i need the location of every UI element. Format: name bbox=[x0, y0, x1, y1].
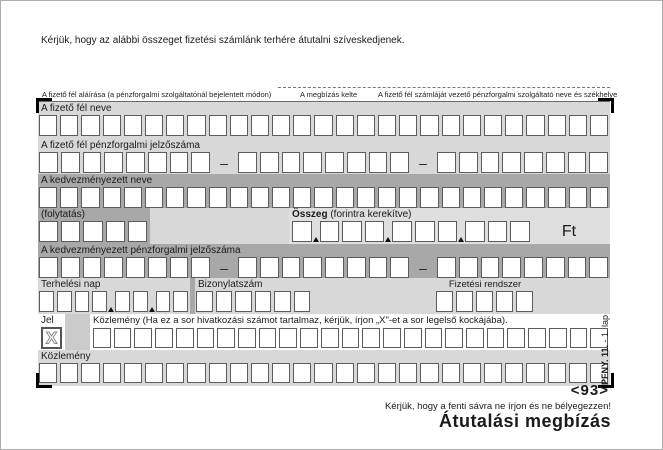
char-box[interactable] bbox=[238, 257, 257, 278]
payment-system-label: Fizetési rendszer bbox=[448, 279, 522, 290]
char-box[interactable] bbox=[420, 187, 438, 208]
char-box[interactable] bbox=[390, 257, 409, 278]
payer-account-label: A fizető fél pénzforgalmi jelzőszáma bbox=[41, 140, 200, 151]
beneficiary-name-boxes bbox=[38, 187, 610, 208]
amount-boxes bbox=[292, 221, 530, 242]
footer-note: Kérjük, hogy a fenti sávra ne írjon és ne bélyegezzen! bbox=[384, 401, 611, 412]
char-box[interactable] bbox=[502, 152, 521, 173]
char-box[interactable] bbox=[187, 187, 205, 208]
char-box[interactable] bbox=[502, 257, 521, 278]
char-box[interactable] bbox=[484, 363, 502, 383]
continuation-boxes bbox=[38, 221, 150, 242]
payer-account-group-3 bbox=[437, 152, 608, 173]
char-box[interactable] bbox=[293, 363, 311, 383]
char-box[interactable] bbox=[342, 328, 360, 348]
char-box[interactable] bbox=[590, 115, 608, 136]
char-box[interactable] bbox=[81, 187, 99, 208]
char-box[interactable] bbox=[378, 187, 396, 208]
char-box[interactable] bbox=[437, 257, 456, 278]
char-box[interactable] bbox=[293, 115, 311, 136]
char-box[interactable] bbox=[39, 221, 58, 242]
char-box[interactable] bbox=[259, 328, 277, 348]
beneficiary-account-group-3 bbox=[437, 257, 608, 278]
char-box[interactable] bbox=[128, 221, 147, 242]
char-box[interactable] bbox=[272, 115, 290, 136]
payer-bank-label: A fizető fél számláját vezető pénzforgalmi szolgáltató neve és székhelye bbox=[378, 90, 618, 99]
beneficiary-account-boxes bbox=[38, 257, 610, 278]
currency-label: Ft bbox=[561, 223, 577, 240]
char-box[interactable] bbox=[456, 291, 473, 312]
char-box[interactable] bbox=[420, 115, 438, 136]
signature-dashed-line bbox=[278, 87, 610, 88]
char-box[interactable] bbox=[526, 363, 544, 383]
form-sheet-number: - 1. lap bbox=[600, 314, 610, 345]
char-box[interactable] bbox=[279, 328, 297, 348]
char-box[interactable] bbox=[392, 221, 412, 242]
char-box[interactable] bbox=[487, 328, 505, 348]
char-box[interactable] bbox=[230, 363, 248, 383]
char-box[interactable] bbox=[292, 221, 312, 242]
beneficiary-account-row bbox=[38, 244, 610, 278]
char-box[interactable] bbox=[75, 291, 90, 312]
transfer-form bbox=[38, 101, 610, 386]
remittance-boxes bbox=[38, 363, 610, 383]
debit-day-month bbox=[115, 291, 148, 312]
form-title: Átutalási megbízás bbox=[438, 411, 611, 431]
char-box[interactable] bbox=[282, 257, 301, 278]
amount-group-3 bbox=[392, 221, 457, 242]
char-box[interactable] bbox=[145, 187, 163, 208]
beneficiary-account-label: A kedvezményezett pénzforgalmi jelzőszáma bbox=[41, 245, 241, 256]
char-box[interactable] bbox=[104, 257, 123, 278]
char-box[interactable] bbox=[124, 115, 142, 136]
char-box[interactable] bbox=[524, 152, 543, 173]
char-box[interactable] bbox=[282, 152, 301, 173]
char-box[interactable] bbox=[126, 257, 145, 278]
voucher-number-label: Bizonylatszám bbox=[198, 279, 263, 290]
char-box[interactable] bbox=[83, 221, 102, 242]
char-box[interactable] bbox=[466, 328, 484, 348]
char-box[interactable] bbox=[524, 257, 543, 278]
signature-area-label: A fizető fél aláírása (a pénzforgalmi szolgáltatónál bejelentett módon) bbox=[42, 90, 272, 99]
char-box[interactable] bbox=[569, 115, 587, 136]
remittance-hint-section bbox=[90, 314, 610, 350]
char-box[interactable] bbox=[369, 152, 388, 173]
char-box[interactable] bbox=[569, 363, 587, 383]
row-filler bbox=[312, 278, 435, 314]
continuation-section bbox=[38, 208, 150, 244]
char-box[interactable] bbox=[92, 291, 107, 312]
char-box[interactable] bbox=[272, 363, 290, 383]
top-instruction: Kérjük, hogy az alábbi összeget fizetési számlánk terhére átutalni szíveskedjenek. bbox=[41, 35, 405, 46]
char-box[interactable] bbox=[124, 363, 142, 383]
char-box[interactable] bbox=[442, 363, 460, 383]
char-box[interactable] bbox=[156, 291, 171, 312]
char-box[interactable] bbox=[114, 328, 132, 348]
char-box[interactable] bbox=[134, 328, 152, 348]
char-box[interactable] bbox=[459, 257, 478, 278]
char-box[interactable] bbox=[357, 115, 375, 136]
char-box[interactable] bbox=[57, 291, 72, 312]
char-box[interactable] bbox=[438, 221, 458, 242]
payer-name-label: A fizető fél neve bbox=[41, 103, 112, 114]
char-box[interactable] bbox=[526, 115, 544, 136]
char-box[interactable] bbox=[191, 257, 210, 278]
char-box[interactable] bbox=[548, 363, 566, 383]
debit-day-year bbox=[39, 291, 107, 312]
char-box[interactable] bbox=[293, 187, 311, 208]
date-voucher-system-row bbox=[38, 278, 610, 314]
char-box[interactable] bbox=[103, 363, 121, 383]
crop-mark-top-right bbox=[598, 98, 614, 113]
debit-day-day bbox=[156, 291, 189, 312]
char-box[interactable] bbox=[145, 363, 163, 383]
beneficiary-name-label: A kedvezményezett neve bbox=[41, 175, 153, 186]
char-box[interactable] bbox=[548, 115, 566, 136]
form-number-vertical-label bbox=[600, 315, 610, 385]
amount-section bbox=[289, 208, 610, 244]
char-box[interactable] bbox=[445, 328, 463, 348]
char-box[interactable] bbox=[235, 291, 252, 312]
remittance-hint-boxes bbox=[93, 327, 610, 348]
char-box[interactable] bbox=[442, 115, 460, 136]
char-box[interactable] bbox=[347, 257, 366, 278]
payer-account-group-1 bbox=[39, 152, 210, 173]
char-box[interactable] bbox=[378, 363, 396, 383]
char-box[interactable] bbox=[568, 152, 587, 173]
date-separator-mark bbox=[109, 291, 113, 312]
char-box[interactable] bbox=[399, 363, 417, 383]
char-box[interactable] bbox=[425, 328, 443, 348]
char-box[interactable] bbox=[60, 363, 78, 383]
char-box[interactable] bbox=[148, 152, 167, 173]
debit-day-boxes bbox=[38, 291, 190, 312]
char-box[interactable] bbox=[251, 363, 269, 383]
char-box[interactable] bbox=[342, 221, 362, 242]
char-box[interactable] bbox=[209, 363, 227, 383]
char-box[interactable] bbox=[39, 257, 58, 278]
order-date-label: A megbízás kelte bbox=[300, 90, 358, 99]
char-box[interactable] bbox=[230, 187, 248, 208]
char-box[interactable] bbox=[191, 152, 210, 173]
crop-mark-top-left bbox=[36, 98, 52, 113]
char-box[interactable] bbox=[187, 115, 205, 136]
char-box[interactable] bbox=[106, 221, 125, 242]
flag-x-mark: X bbox=[45, 328, 58, 348]
char-box[interactable] bbox=[217, 328, 235, 348]
thousands-separator-mark bbox=[386, 221, 390, 242]
char-box[interactable] bbox=[238, 152, 257, 173]
char-box[interactable] bbox=[115, 291, 130, 312]
continuation-amount-row bbox=[38, 208, 610, 244]
continuation-label: (folytatás) bbox=[41, 209, 85, 220]
char-box[interactable] bbox=[590, 187, 608, 208]
char-box[interactable] bbox=[209, 187, 227, 208]
char-box[interactable] bbox=[294, 291, 311, 312]
char-box[interactable] bbox=[459, 152, 478, 173]
voucher-number-section bbox=[195, 278, 312, 314]
char-box[interactable] bbox=[126, 152, 145, 173]
payment-system-section bbox=[435, 278, 535, 314]
char-box[interactable] bbox=[104, 152, 123, 173]
char-box[interactable] bbox=[148, 257, 167, 278]
char-box[interactable] bbox=[255, 291, 272, 312]
char-box[interactable] bbox=[463, 187, 481, 208]
char-box[interactable] bbox=[507, 328, 525, 348]
char-box[interactable] bbox=[476, 291, 493, 312]
ocr-code: <93> bbox=[570, 382, 609, 399]
char-box[interactable] bbox=[399, 187, 417, 208]
char-box[interactable] bbox=[314, 187, 332, 208]
char-box[interactable] bbox=[303, 257, 322, 278]
char-box[interactable] bbox=[314, 363, 332, 383]
char-box[interactable] bbox=[481, 257, 500, 278]
flag-section bbox=[38, 314, 65, 350]
char-box[interactable] bbox=[216, 291, 233, 312]
char-box[interactable] bbox=[378, 115, 396, 136]
payer-account-group-2 bbox=[238, 152, 409, 173]
char-box[interactable] bbox=[209, 115, 227, 136]
char-box[interactable] bbox=[81, 363, 99, 383]
char-box[interactable] bbox=[83, 257, 102, 278]
char-box[interactable] bbox=[39, 187, 57, 208]
char-box[interactable] bbox=[83, 152, 102, 173]
char-box[interactable] bbox=[546, 152, 565, 173]
char-box[interactable] bbox=[61, 257, 80, 278]
char-box[interactable] bbox=[357, 363, 375, 383]
thousands-separator-mark bbox=[459, 221, 463, 242]
char-box[interactable] bbox=[436, 291, 453, 312]
char-box[interactable] bbox=[166, 363, 184, 383]
payment-system-boxes bbox=[435, 291, 535, 312]
char-box[interactable] bbox=[437, 152, 456, 173]
char-box[interactable] bbox=[251, 115, 269, 136]
char-box[interactable] bbox=[404, 328, 422, 348]
crop-mark-bottom-left bbox=[36, 373, 52, 388]
amount-label bbox=[289, 208, 610, 221]
row-filler bbox=[150, 208, 289, 244]
char-box[interactable] bbox=[546, 257, 565, 278]
char-box[interactable] bbox=[488, 221, 508, 242]
char-box[interactable] bbox=[420, 363, 438, 383]
debit-day-label: Terhelési nap bbox=[41, 279, 101, 290]
char-box[interactable] bbox=[347, 152, 366, 173]
char-box[interactable] bbox=[481, 152, 500, 173]
char-box[interactable] bbox=[336, 187, 354, 208]
char-box[interactable] bbox=[357, 187, 375, 208]
char-box[interactable] bbox=[505, 187, 523, 208]
char-box[interactable] bbox=[568, 257, 587, 278]
char-box[interactable] bbox=[251, 187, 269, 208]
char-box[interactable] bbox=[260, 257, 279, 278]
char-box[interactable] bbox=[336, 115, 354, 136]
char-box[interactable] bbox=[81, 115, 99, 136]
char-box[interactable] bbox=[173, 291, 188, 312]
char-box[interactable] bbox=[589, 152, 608, 173]
char-box[interactable] bbox=[463, 115, 481, 136]
char-box[interactable] bbox=[133, 291, 148, 312]
char-box[interactable] bbox=[570, 328, 588, 348]
char-box[interactable] bbox=[415, 221, 435, 242]
char-box[interactable] bbox=[260, 152, 279, 173]
char-box[interactable] bbox=[362, 328, 380, 348]
char-box[interactable] bbox=[187, 363, 205, 383]
char-box[interactable] bbox=[60, 115, 78, 136]
char-box[interactable] bbox=[103, 115, 121, 136]
char-box[interactable] bbox=[365, 221, 385, 242]
char-box[interactable] bbox=[463, 363, 481, 383]
char-box[interactable] bbox=[93, 328, 111, 348]
char-box[interactable] bbox=[60, 187, 78, 208]
beneficiary-account-group-1 bbox=[39, 257, 210, 278]
debit-day-section bbox=[38, 278, 190, 314]
amount-group-1 bbox=[292, 221, 312, 242]
char-box[interactable] bbox=[176, 328, 194, 348]
char-box[interactable] bbox=[39, 152, 58, 173]
char-box[interactable] bbox=[549, 328, 567, 348]
voucher-number-boxes bbox=[195, 291, 312, 312]
char-box[interactable] bbox=[155, 328, 173, 348]
char-box[interactable] bbox=[505, 115, 523, 136]
beneficiary-account-group-2 bbox=[238, 257, 409, 278]
char-box[interactable] bbox=[238, 328, 256, 348]
char-box[interactable] bbox=[303, 152, 322, 173]
char-box[interactable] bbox=[484, 115, 502, 136]
flag-x-box[interactable] bbox=[41, 327, 62, 349]
char-box[interactable] bbox=[528, 328, 546, 348]
char-box[interactable] bbox=[300, 328, 318, 348]
flag-filler-block bbox=[65, 314, 90, 350]
char-box[interactable] bbox=[399, 115, 417, 136]
char-box[interactable] bbox=[39, 291, 54, 312]
char-box[interactable] bbox=[320, 221, 340, 242]
char-box[interactable] bbox=[383, 328, 401, 348]
char-box[interactable] bbox=[569, 187, 587, 208]
payer-name-boxes bbox=[38, 115, 610, 136]
remittance-row bbox=[38, 350, 610, 386]
char-box[interactable] bbox=[314, 115, 332, 136]
form-number: PFNY. 11. bbox=[600, 344, 610, 385]
thousands-separator-mark bbox=[314, 221, 318, 242]
char-box[interactable] bbox=[230, 115, 248, 136]
date-separator-mark bbox=[150, 291, 154, 312]
flag-remittance-row bbox=[38, 314, 610, 350]
payer-name-row bbox=[38, 102, 610, 139]
amount-group-4 bbox=[465, 221, 530, 242]
char-box[interactable] bbox=[103, 187, 121, 208]
char-box[interactable] bbox=[170, 257, 189, 278]
char-box[interactable] bbox=[390, 152, 409, 173]
char-box[interactable] bbox=[442, 187, 460, 208]
account-dash: – bbox=[220, 154, 228, 171]
char-box[interactable] bbox=[465, 221, 485, 242]
char-box[interactable] bbox=[484, 187, 502, 208]
remittance-label: Közlemény bbox=[41, 351, 91, 362]
char-box[interactable] bbox=[516, 291, 533, 312]
account-dash: – bbox=[419, 154, 427, 171]
account-dash: – bbox=[419, 259, 427, 276]
remittance-hint-label: Közlemény (Ha ez a sor hivatkozási számot tartalmaz, kérjük, írjon „X"-et a sor legelső kockájába). bbox=[93, 315, 508, 326]
char-box[interactable] bbox=[325, 152, 344, 173]
char-box[interactable] bbox=[321, 328, 339, 348]
char-box[interactable] bbox=[369, 257, 388, 278]
amount-label-rest: (forintra kerekítve) bbox=[327, 209, 412, 220]
payer-account-boxes bbox=[38, 152, 610, 173]
amount-group-2 bbox=[320, 221, 385, 242]
account-dash: – bbox=[220, 259, 228, 276]
char-box[interactable] bbox=[170, 152, 189, 173]
char-box[interactable] bbox=[61, 152, 80, 173]
char-box[interactable] bbox=[166, 187, 184, 208]
char-box[interactable] bbox=[336, 363, 354, 383]
char-box[interactable] bbox=[61, 221, 80, 242]
row-filler bbox=[535, 278, 610, 314]
char-box[interactable] bbox=[39, 115, 57, 136]
char-box[interactable] bbox=[589, 257, 608, 278]
char-box[interactable] bbox=[197, 328, 215, 348]
char-box[interactable] bbox=[548, 187, 566, 208]
char-box[interactable] bbox=[124, 187, 142, 208]
char-box[interactable] bbox=[505, 363, 523, 383]
amount-label-bold: Összeg bbox=[292, 209, 328, 220]
amount-input-row bbox=[289, 221, 610, 242]
char-box[interactable] bbox=[196, 291, 213, 312]
beneficiary-name-row bbox=[38, 174, 610, 208]
char-box[interactable] bbox=[496, 291, 513, 312]
char-box[interactable] bbox=[510, 221, 530, 242]
char-box[interactable] bbox=[145, 115, 163, 136]
char-box[interactable] bbox=[272, 187, 290, 208]
char-box[interactable] bbox=[274, 291, 291, 312]
flag-label: Jel bbox=[41, 315, 54, 326]
char-box[interactable] bbox=[526, 187, 544, 208]
char-box[interactable] bbox=[166, 115, 184, 136]
char-box[interactable] bbox=[325, 257, 344, 278]
payer-account-row bbox=[38, 139, 610, 174]
